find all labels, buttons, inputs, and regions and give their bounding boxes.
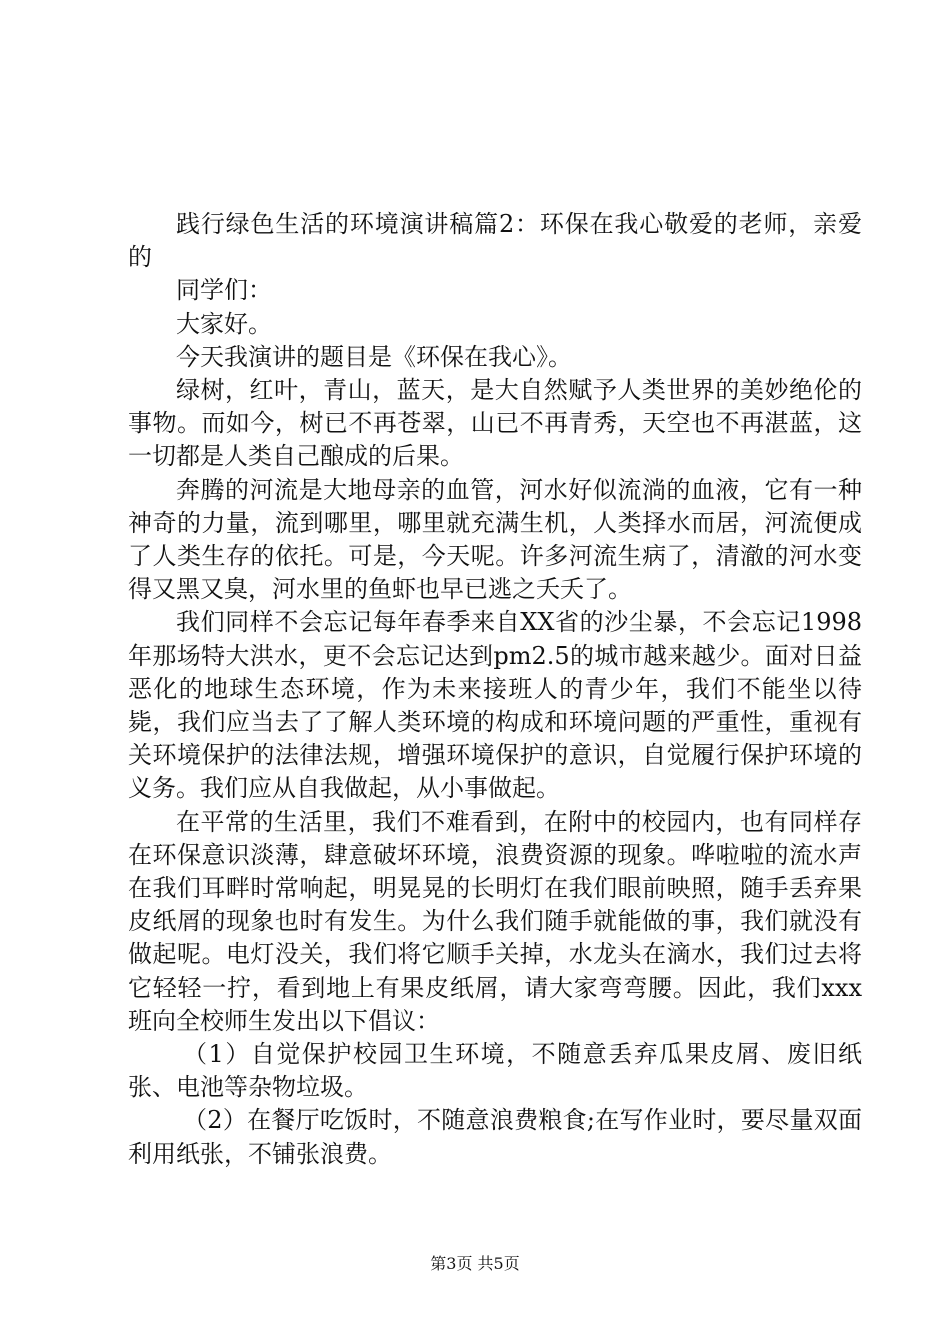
paragraph-campus: 在平常的生活里，我们不难看到，在附中的校园内，也有同样存在环保意识淡薄，肆意破坏环境，浪费资源的现象。哗啦啦的流水声在我们耳畔时常响起，明晃晃的长明灯在我们眼前映照，随手丢弃果皮纸屑的现象也时有发生。为什么我们随手就能做的事，我们就没有做起呢。电灯没关，我们将它顺手关掉，水龙头在滴水，我们过去将它轻轻一拧，看到地上有果皮纸屑，请大家弯弯腰。因此，我们xxx班向全校师生发出以下倡议： [128, 807, 862, 1035]
paragraph-title: 践行绿色生活的环境演讲稿篇2：环保在我心敬爱的老师，亲爱的 [128, 210, 862, 272]
paragraph-greeting-classmates: 同学们： [176, 276, 272, 305]
paragraph-nature: 绿树，红叶，青山，蓝天，是大自然赋予人类世界的美妙绝伦的事物。而如今，树已不再苍翠，山已不再青秀，天空也不再湛蓝，这一切都是人类自己酿成的后果。 [128, 376, 862, 471]
paragraph-proposal-1: （1）自觉保护校园卫生环境，不随意丢弃瓜果皮屑、废旧纸张、电池等杂物垃圾。 [128, 1040, 862, 1102]
paragraph-hello: 大家好。 [176, 309, 272, 338]
paragraph-topic: 今天我演讲的题目是《环保在我心》。 [176, 342, 572, 371]
paragraph-sandstorm: 我们同样不会忘记每年春季来自XX省的沙尘暴，不会忘记1998年那场特大洪水，更不会忘记达到pm2.5的城市越来越少。面对日益恶化的地球生态环境，作为未来接班人的青少年，我们不能坐以待毙，我们应当去了了解人类环境的构成和环境问题的严重性，重视有关环境保护的法律法规，增强环境保护的意识，自觉履行保护环境的义务。我们应从自我做起，从小事做起。 [128, 608, 862, 803]
paragraph-proposal-2: （2）在餐厅吃饭时，不随意浪费粮食;在写作业时，要尽量双面利用纸张，不铺张浪费。 [128, 1106, 862, 1168]
document-body [128, 208, 862, 1171]
paragraph-rivers: 奔腾的河流是大地母亲的血管，河水好似流淌的血液，它有一种神奇的力量，流到哪里，哪里就充满生机，人类择水而居，河流便成了人类生存的依托。可是，今天呢。许多河流生病了，清澈的河水变得又黑又臭，河水里的鱼虾也早已逃之夭夭了。 [128, 475, 862, 604]
page-number-footer: 第3页 共5页 [430, 1254, 520, 1273]
